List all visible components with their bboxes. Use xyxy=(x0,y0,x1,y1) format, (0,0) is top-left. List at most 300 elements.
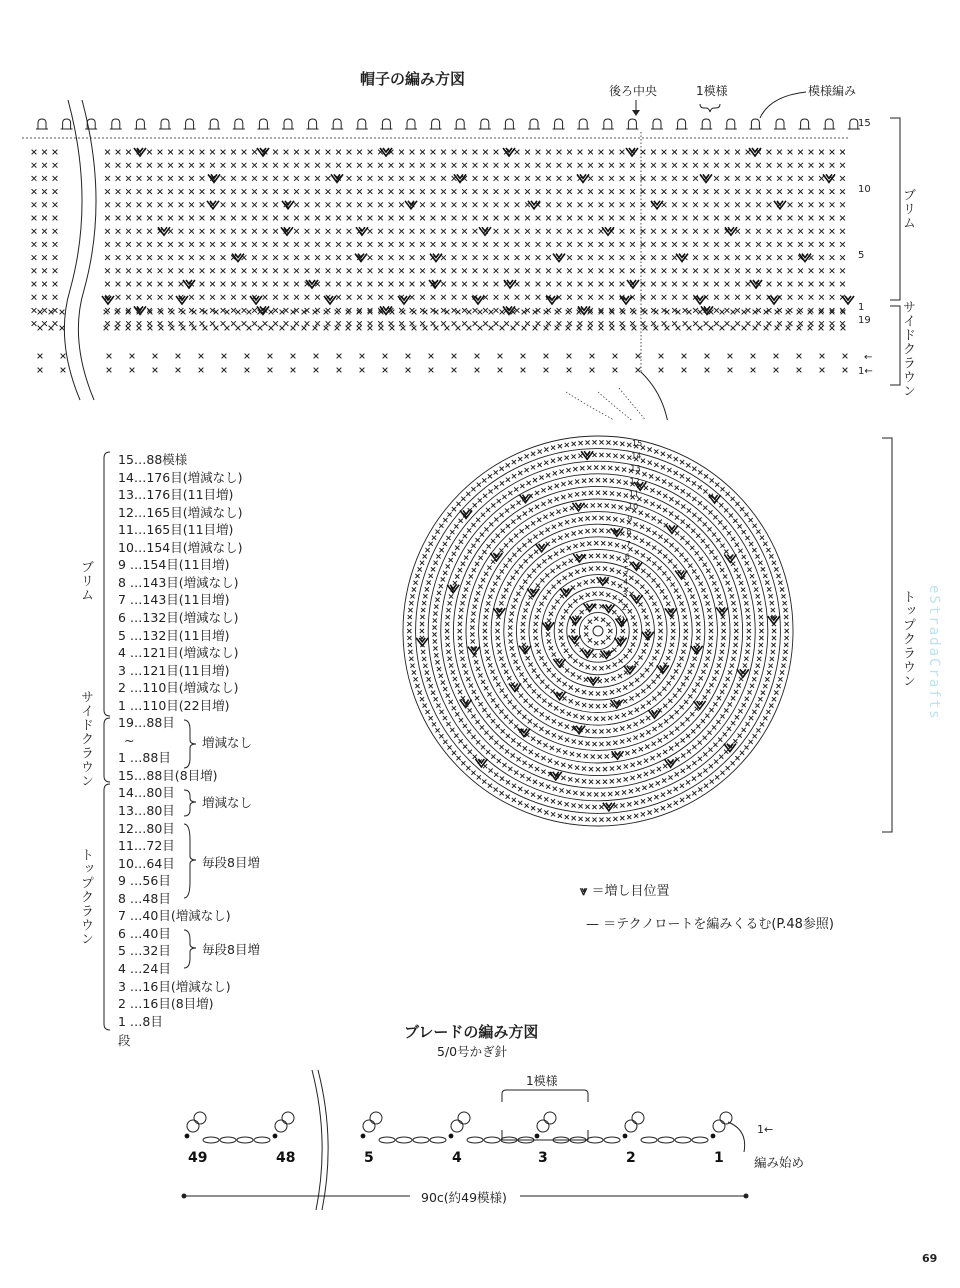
sc-stitch-icon xyxy=(452,216,457,221)
sc-stitch-icon xyxy=(473,755,477,759)
sc-stitch-icon xyxy=(603,567,607,571)
sc-stitch-icon xyxy=(473,282,478,287)
sc-stitch-icon xyxy=(705,544,709,548)
sc-stitch-icon xyxy=(462,594,466,598)
sc-stitch-icon xyxy=(709,708,713,712)
sc-stitch-icon xyxy=(620,321,625,326)
sc-stitch-icon xyxy=(652,727,656,731)
sc-stitch-icon xyxy=(777,216,782,221)
sc-stitch-icon xyxy=(491,560,495,564)
sc-stitch-icon xyxy=(606,636,610,640)
sc-stitch-icon xyxy=(721,622,725,626)
chain-stitch-icon xyxy=(396,1137,412,1143)
section-side-crown-label: サイドクラウン xyxy=(900,300,915,398)
table-row: 7 …40目(増減なし) xyxy=(118,908,231,924)
sc-stitch-icon xyxy=(708,615,712,619)
increase-icon xyxy=(642,632,654,640)
sc-stitch-icon xyxy=(621,629,625,633)
sc-stitch-icon xyxy=(662,282,667,287)
picot-icon xyxy=(257,119,269,129)
sc-stitch-icon xyxy=(509,720,513,724)
sc-stitch-icon xyxy=(703,522,707,526)
sc-stitch-icon xyxy=(315,150,320,155)
sc-stitch-icon xyxy=(42,229,47,234)
sc-stitch-icon xyxy=(210,321,215,326)
sc-stitch-icon xyxy=(596,478,600,482)
sc-stitch-icon xyxy=(723,732,727,736)
sc-stitch-icon xyxy=(601,465,605,469)
increase-icon xyxy=(479,227,491,235)
sc-stitch-icon xyxy=(759,629,763,633)
sc-stitch-icon xyxy=(522,761,526,765)
sc-stitch-icon xyxy=(468,549,472,553)
sc-stitch-icon xyxy=(642,649,646,653)
increase-icon xyxy=(281,227,293,235)
sc-stitch-icon xyxy=(698,470,702,474)
sc-stitch-icon xyxy=(516,592,520,596)
sc-stitch-icon xyxy=(504,189,509,194)
sc-stitch-icon xyxy=(399,255,404,260)
sc-stitch-icon xyxy=(578,189,583,194)
sc-stitch-icon xyxy=(557,150,562,155)
sc-stitch-icon xyxy=(759,615,763,619)
picot-icon xyxy=(370,1112,382,1124)
sc-stitch-icon xyxy=(566,326,571,331)
sc-stitch-icon xyxy=(724,708,728,712)
sc-stitch-icon xyxy=(493,582,497,586)
sc-stitch-icon xyxy=(484,572,488,576)
sc-stitch-icon xyxy=(756,216,761,221)
sc-stitch-icon xyxy=(527,684,531,688)
sc-stitch-icon xyxy=(608,542,612,546)
sc-stitch-icon xyxy=(685,717,689,721)
sc-stitch-icon xyxy=(567,295,572,300)
sc-stitch-icon xyxy=(704,150,709,155)
sc-stitch-icon xyxy=(158,202,163,207)
sc-stitch-icon xyxy=(263,229,268,234)
sc-stitch-icon xyxy=(698,501,702,505)
sc-stitch-icon xyxy=(532,689,536,693)
sc-stitch-icon xyxy=(409,601,413,605)
sc-stitch-icon xyxy=(473,163,478,168)
sc-stitch-icon xyxy=(511,653,515,657)
sc-stitch-icon xyxy=(599,516,603,520)
sc-stitch-icon xyxy=(137,163,142,168)
row-number-15: 15 xyxy=(858,118,871,129)
sc-stitch-icon xyxy=(500,791,504,795)
picot-icon xyxy=(700,119,712,129)
sc-stitch-icon xyxy=(158,295,163,300)
sc-stitch-icon xyxy=(544,354,549,359)
sc-stitch-icon xyxy=(708,748,712,752)
sc-stitch-icon xyxy=(756,321,761,326)
increase-icon xyxy=(503,148,515,156)
sc-stitch-icon xyxy=(592,516,596,520)
picot-icon xyxy=(544,1112,556,1124)
sc-stitch-icon xyxy=(777,242,782,247)
sc-stitch-icon xyxy=(618,584,622,588)
sc-stitch-icon xyxy=(105,255,110,260)
sc-stitch-icon xyxy=(189,202,194,207)
sc-stitch-icon xyxy=(498,650,502,654)
sc-stitch-icon xyxy=(242,268,247,273)
sc-stitch-icon xyxy=(569,559,573,563)
sc-stitch-icon xyxy=(630,216,635,221)
sc-stitch-icon xyxy=(466,492,470,496)
sc-stitch-icon xyxy=(105,321,110,326)
sc-stitch-icon xyxy=(378,282,383,287)
sc-stitch-icon xyxy=(546,282,551,287)
sc-stitch-icon xyxy=(669,715,673,719)
round-number: 4 xyxy=(623,577,629,587)
table-row: 4 …121目(増減なし) xyxy=(118,645,239,661)
sc-stitch-icon xyxy=(525,176,530,181)
sc-stitch-icon xyxy=(245,368,250,373)
sc-stitch-icon xyxy=(610,766,614,770)
sc-stitch-icon xyxy=(242,321,247,326)
sc-stitch-icon xyxy=(774,368,779,373)
sc-stitch-icon xyxy=(730,664,734,668)
sc-stitch-icon xyxy=(483,202,488,207)
sc-stitch-icon xyxy=(496,534,500,538)
sc-stitch-icon xyxy=(439,734,443,738)
sc-stitch-icon xyxy=(620,150,625,155)
sc-stitch-icon xyxy=(777,176,782,181)
sc-stitch-icon xyxy=(662,778,666,782)
sc-stitch-icon xyxy=(797,326,802,331)
sc-stitch-icon xyxy=(423,310,428,315)
sc-stitch-icon xyxy=(200,189,205,194)
sc-stitch-icon xyxy=(452,308,457,313)
sc-stitch-icon xyxy=(638,655,642,659)
sc-stitch-icon xyxy=(657,692,661,696)
increase-icon xyxy=(380,148,392,156)
sc-stitch-icon xyxy=(788,189,793,194)
sc-stitch-icon xyxy=(506,478,510,482)
sc-stitch-icon xyxy=(61,354,66,359)
sc-stitch-icon xyxy=(427,677,431,681)
sc-stitch-icon xyxy=(725,308,730,313)
sc-stitch-icon xyxy=(699,676,703,680)
sc-stitch-icon xyxy=(116,242,121,247)
sc-stitch-icon xyxy=(617,492,621,496)
sc-stitch-icon xyxy=(674,457,678,461)
sc-stitch-icon xyxy=(731,310,736,315)
sc-stitch-icon xyxy=(601,541,605,545)
sc-stitch-icon xyxy=(450,728,454,732)
sc-stitch-icon xyxy=(368,268,373,273)
sc-stitch-icon xyxy=(666,656,670,660)
sc-stitch-icon xyxy=(336,189,341,194)
sc-stitch-icon xyxy=(672,242,677,247)
sc-stitch-icon xyxy=(42,268,47,273)
sc-stitch-icon xyxy=(767,150,772,155)
sc-stitch-icon xyxy=(679,705,683,709)
sc-stitch-icon xyxy=(735,189,740,194)
sc-stitch-icon xyxy=(742,555,746,559)
sc-stitch-icon xyxy=(683,242,688,247)
sc-stitch-icon xyxy=(192,310,197,315)
sc-stitch-icon xyxy=(514,660,518,664)
sc-stitch-icon xyxy=(458,629,462,633)
sc-stitch-icon xyxy=(515,202,520,207)
sc-stitch-icon xyxy=(672,229,677,234)
sc-stitch-icon xyxy=(563,750,567,754)
sc-stitch-icon xyxy=(627,724,631,728)
increase-icon xyxy=(542,622,554,630)
sc-stitch-icon xyxy=(798,242,803,247)
sc-stitch-icon xyxy=(420,321,425,326)
sc-stitch-icon xyxy=(714,163,719,168)
sc-stitch-icon xyxy=(263,255,268,260)
sc-stitch-icon xyxy=(840,189,845,194)
sc-stitch-icon xyxy=(634,814,638,818)
sc-stitch-icon xyxy=(476,667,480,671)
sc-stitch-icon xyxy=(733,519,737,523)
sc-stitch-icon xyxy=(725,202,730,207)
sc-stitch-icon xyxy=(744,601,748,605)
sc-stitch-icon xyxy=(603,491,607,495)
sc-stitch-icon xyxy=(431,242,436,247)
sc-stitch-icon xyxy=(640,585,644,589)
sc-stitch-icon xyxy=(566,310,571,315)
sc-stitch-icon xyxy=(550,512,554,516)
sc-stitch-icon xyxy=(651,255,656,260)
sc-stitch-icon xyxy=(641,268,646,273)
sc-stitch-icon xyxy=(456,310,461,315)
sc-stitch-icon xyxy=(494,150,499,155)
sc-stitch-icon xyxy=(656,584,660,588)
sc-stitch-icon xyxy=(488,474,492,478)
sc-stitch-icon xyxy=(703,736,707,740)
row-number-19: 19 xyxy=(858,315,871,326)
sc-stitch-icon xyxy=(147,202,152,207)
sc-stitch-icon xyxy=(601,640,605,644)
sc-stitch-icon xyxy=(518,471,522,475)
sc-stitch-icon xyxy=(544,797,548,801)
sc-stitch-icon xyxy=(662,242,667,247)
sc-stitch-icon xyxy=(552,673,556,677)
sc-stitch-icon xyxy=(752,677,756,681)
sc-stitch-icon xyxy=(210,255,215,260)
sc-stitch-icon xyxy=(536,584,540,588)
sc-stitch-icon xyxy=(126,242,131,247)
sc-stitch-icon xyxy=(566,790,570,794)
sc-stitch-icon xyxy=(53,282,58,287)
sc-stitch-icon xyxy=(410,268,415,273)
sc-stitch-icon xyxy=(584,504,588,508)
sc-stitch-icon xyxy=(422,601,426,605)
sc-stitch-icon xyxy=(696,622,700,626)
sc-stitch-icon xyxy=(775,326,780,331)
sc-stitch-icon xyxy=(501,595,505,599)
sc-stitch-icon xyxy=(735,242,740,247)
sc-stitch-icon xyxy=(635,580,639,584)
increase-icon xyxy=(648,710,660,718)
sc-stitch-icon xyxy=(231,163,236,168)
sc-stitch-icon xyxy=(294,282,299,287)
sc-stitch-icon xyxy=(606,593,610,597)
round-number: 5 xyxy=(624,565,630,574)
sc-stitch-icon xyxy=(635,678,639,682)
sc-stitch-icon xyxy=(326,189,331,194)
sc-stitch-icon xyxy=(452,368,457,373)
sc-stitch-icon xyxy=(561,482,565,486)
sc-stitch-icon xyxy=(524,454,528,458)
sc-stitch-icon xyxy=(446,650,450,654)
sc-stitch-icon xyxy=(675,727,679,731)
sc-stitch-icon xyxy=(735,216,740,221)
sc-stitch-icon xyxy=(159,326,164,331)
sc-stitch-icon xyxy=(168,189,173,194)
sc-stitch-icon xyxy=(746,202,751,207)
sc-stitch-icon xyxy=(511,738,515,742)
sc-stitch-icon xyxy=(615,791,619,795)
sc-stitch-icon xyxy=(116,202,121,207)
sc-stitch-icon xyxy=(515,282,520,287)
sc-stitch-icon xyxy=(641,812,645,816)
sc-stitch-icon xyxy=(378,176,383,181)
sc-stitch-icon xyxy=(446,693,450,697)
sc-stitch-icon xyxy=(785,629,789,633)
sc-stitch-icon xyxy=(514,598,518,602)
sc-stitch-icon xyxy=(478,584,482,588)
sc-stitch-icon xyxy=(672,268,677,273)
sc-stitch-icon xyxy=(179,321,184,326)
sc-stitch-icon xyxy=(592,666,596,670)
increase-icon xyxy=(398,296,410,304)
sc-stitch-icon xyxy=(731,696,735,700)
sc-stitch-icon xyxy=(599,440,603,444)
sc-stitch-icon xyxy=(336,202,341,207)
sc-stitch-icon xyxy=(499,548,503,552)
sc-stitch-icon xyxy=(659,354,664,359)
sc-stitch-icon xyxy=(609,242,614,247)
sc-stitch-icon xyxy=(461,761,465,765)
picot-icon xyxy=(713,1120,725,1132)
sc-stitch-icon xyxy=(368,229,373,234)
table-row: 12…165目(増減なし) xyxy=(118,504,243,520)
sc-stitch-icon xyxy=(650,756,654,760)
sc-stitch-icon xyxy=(650,502,654,506)
sc-stitch-icon xyxy=(471,544,475,548)
motif-number: 1 xyxy=(714,1150,724,1166)
sc-stitch-icon xyxy=(819,176,824,181)
sc-stitch-icon xyxy=(42,308,47,313)
sc-stitch-icon xyxy=(734,622,738,626)
sc-stitch-icon xyxy=(482,550,486,554)
sc-stitch-icon xyxy=(624,764,628,768)
sc-stitch-icon xyxy=(629,789,633,793)
sc-stitch-icon xyxy=(788,229,793,234)
sc-stitch-icon xyxy=(671,675,675,679)
sc-stitch-icon xyxy=(458,568,462,572)
sc-stitch-icon xyxy=(819,150,824,155)
sc-stitch-icon xyxy=(506,734,510,738)
sc-stitch-icon xyxy=(147,282,152,287)
sc-stitch-icon xyxy=(599,282,604,287)
sc-stitch-icon xyxy=(368,242,373,247)
sc-stitch-icon xyxy=(515,295,520,300)
sc-stitch-icon xyxy=(200,282,205,287)
sc-stitch-icon xyxy=(137,295,142,300)
picot-icon xyxy=(61,119,73,129)
sc-stitch-icon xyxy=(788,216,793,221)
sc-stitch-icon xyxy=(462,150,467,155)
sc-stitch-icon xyxy=(737,683,741,687)
sc-stitch-icon xyxy=(481,578,485,582)
picot-icon xyxy=(110,119,122,129)
sc-stitch-icon xyxy=(599,528,603,532)
sc-stitch-icon xyxy=(126,326,131,331)
sc-stitch-icon xyxy=(509,618,513,622)
sc-stitch-icon xyxy=(452,255,457,260)
sc-stitch-icon xyxy=(631,642,635,646)
sc-stitch-icon xyxy=(431,268,436,273)
sc-stitch-icon xyxy=(686,524,690,528)
sc-stitch-icon xyxy=(439,548,443,552)
sc-stitch-icon xyxy=(523,580,527,584)
sc-stitch-icon xyxy=(221,321,226,326)
sc-stitch-icon xyxy=(798,176,803,181)
sc-stitch-icon xyxy=(766,710,770,714)
sc-stitch-icon xyxy=(273,202,278,207)
sc-stitch-icon xyxy=(389,229,394,234)
sc-stitch-icon xyxy=(750,684,754,688)
sc-stitch-icon xyxy=(713,702,717,706)
sc-stitch-icon xyxy=(686,780,690,784)
sc-stitch-icon xyxy=(32,308,37,313)
sc-stitch-icon xyxy=(242,163,247,168)
sc-stitch-icon xyxy=(452,552,456,556)
sc-stitch-icon xyxy=(420,150,425,155)
increase-icon xyxy=(716,607,728,615)
increase-icon xyxy=(581,451,593,459)
sc-stitch-icon xyxy=(552,652,556,656)
sc-stitch-icon xyxy=(491,719,495,723)
sc-stitch-icon xyxy=(830,255,835,260)
brace-label-every-round-1: 毎段8目増 xyxy=(202,855,260,870)
sc-stitch-icon xyxy=(830,282,835,287)
table-row: 8 …143目(増減なし) xyxy=(118,574,239,590)
sc-stitch-icon xyxy=(644,499,648,503)
sc-stitch-icon xyxy=(485,608,489,612)
sc-stitch-icon xyxy=(620,726,624,730)
sc-stitch-icon xyxy=(684,558,688,562)
sc-stitch-icon xyxy=(652,578,656,582)
sc-stitch-icon xyxy=(291,326,296,331)
sc-stitch-icon xyxy=(633,636,637,640)
sc-stitch-icon xyxy=(268,368,273,373)
sc-stitch-icon xyxy=(565,815,569,819)
sc-stitch-icon xyxy=(315,268,320,273)
sc-stitch-icon xyxy=(599,242,604,247)
chain-stitch-icon xyxy=(587,1137,603,1143)
sc-stitch-icon xyxy=(415,574,419,578)
sc-stitch-icon xyxy=(606,622,610,626)
picot-icon xyxy=(577,119,589,129)
chain-stitch-icon xyxy=(220,1137,236,1143)
sc-stitch-icon xyxy=(731,326,736,331)
sc-stitch-icon xyxy=(582,690,586,694)
sc-stitch-icon xyxy=(525,295,530,300)
sc-stitch-icon xyxy=(585,516,589,520)
sc-stitch-icon xyxy=(840,229,845,234)
sc-stitch-icon xyxy=(532,569,536,573)
sc-stitch-icon xyxy=(788,255,793,260)
sc-stitch-icon xyxy=(746,308,751,313)
sc-stitch-icon xyxy=(651,282,656,287)
